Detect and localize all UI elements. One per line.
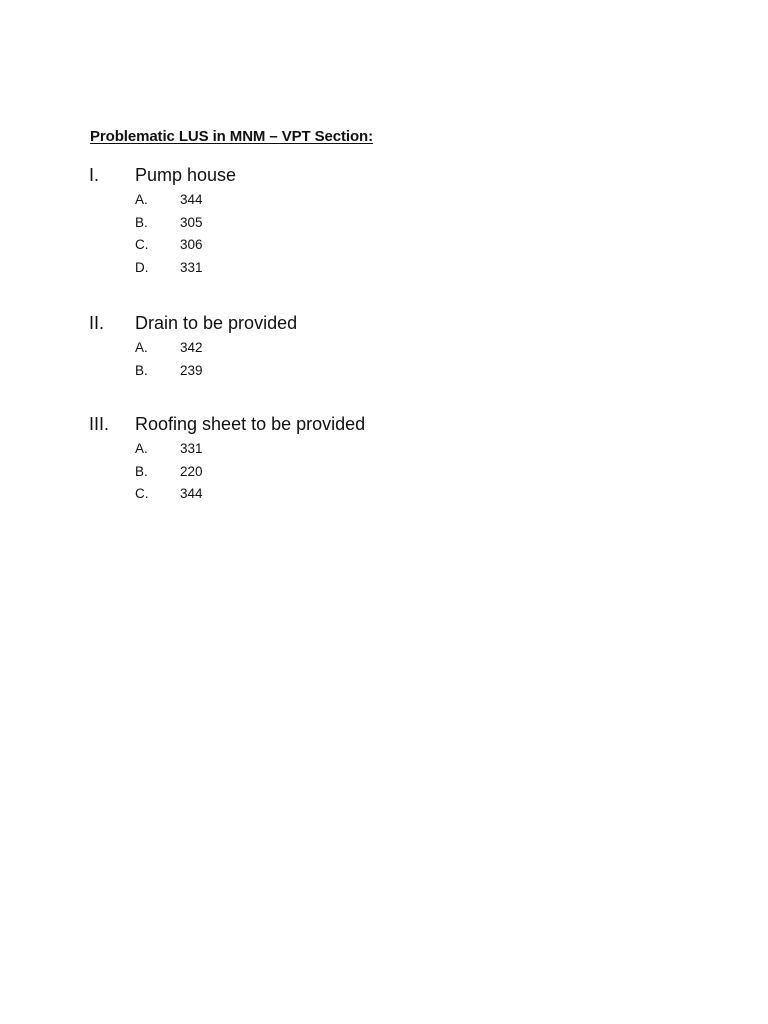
section-drain — [89, 310, 689, 382]
item-letter: B. — [135, 362, 148, 378]
section-heading — [89, 411, 689, 437]
item-value: 344 — [180, 486, 203, 501]
section-label: Drain to be provided — [135, 313, 298, 333]
section-label: Pump house — [135, 165, 237, 185]
section-number: III. — [89, 414, 110, 434]
item-letter: C. — [135, 237, 149, 252]
item-letter: D. — [135, 259, 149, 275]
document-title: Problematic LUS in MNM – VPT Section: — [90, 128, 374, 145]
item-letter: B. — [135, 463, 148, 479]
item-letter: A. — [135, 441, 148, 456]
section-label: Roofing sheet to be provided — [135, 414, 366, 434]
section-heading — [89, 162, 689, 188]
sub-list — [89, 189, 689, 279]
list-item — [89, 461, 689, 484]
item-value: 305 — [180, 214, 203, 230]
item-value: 331 — [180, 259, 203, 275]
item-value: 342 — [180, 340, 203, 355]
sub-list — [89, 438, 689, 506]
section-number: II. — [89, 313, 105, 333]
item-letter: C. — [135, 486, 149, 501]
list-item — [89, 438, 689, 461]
item-letter: B. — [135, 214, 148, 230]
section-pump-house — [89, 162, 689, 279]
item-value: 306 — [180, 237, 203, 252]
list-item — [89, 212, 689, 235]
item-value: 239 — [180, 362, 203, 378]
item-value: 220 — [180, 463, 203, 479]
list-item — [89, 257, 689, 280]
list-item — [89, 360, 689, 383]
item-value: 344 — [180, 192, 203, 207]
list-item — [89, 337, 689, 360]
sub-list — [89, 337, 689, 382]
item-letter: A. — [135, 192, 148, 207]
list-item — [89, 483, 689, 506]
section-number: I. — [89, 165, 100, 185]
list-item — [89, 234, 689, 257]
list-item — [89, 189, 689, 212]
section-roofing-sheet — [89, 411, 689, 506]
section-heading — [89, 310, 689, 336]
item-value: 331 — [180, 441, 203, 456]
item-letter: A. — [135, 340, 148, 355]
